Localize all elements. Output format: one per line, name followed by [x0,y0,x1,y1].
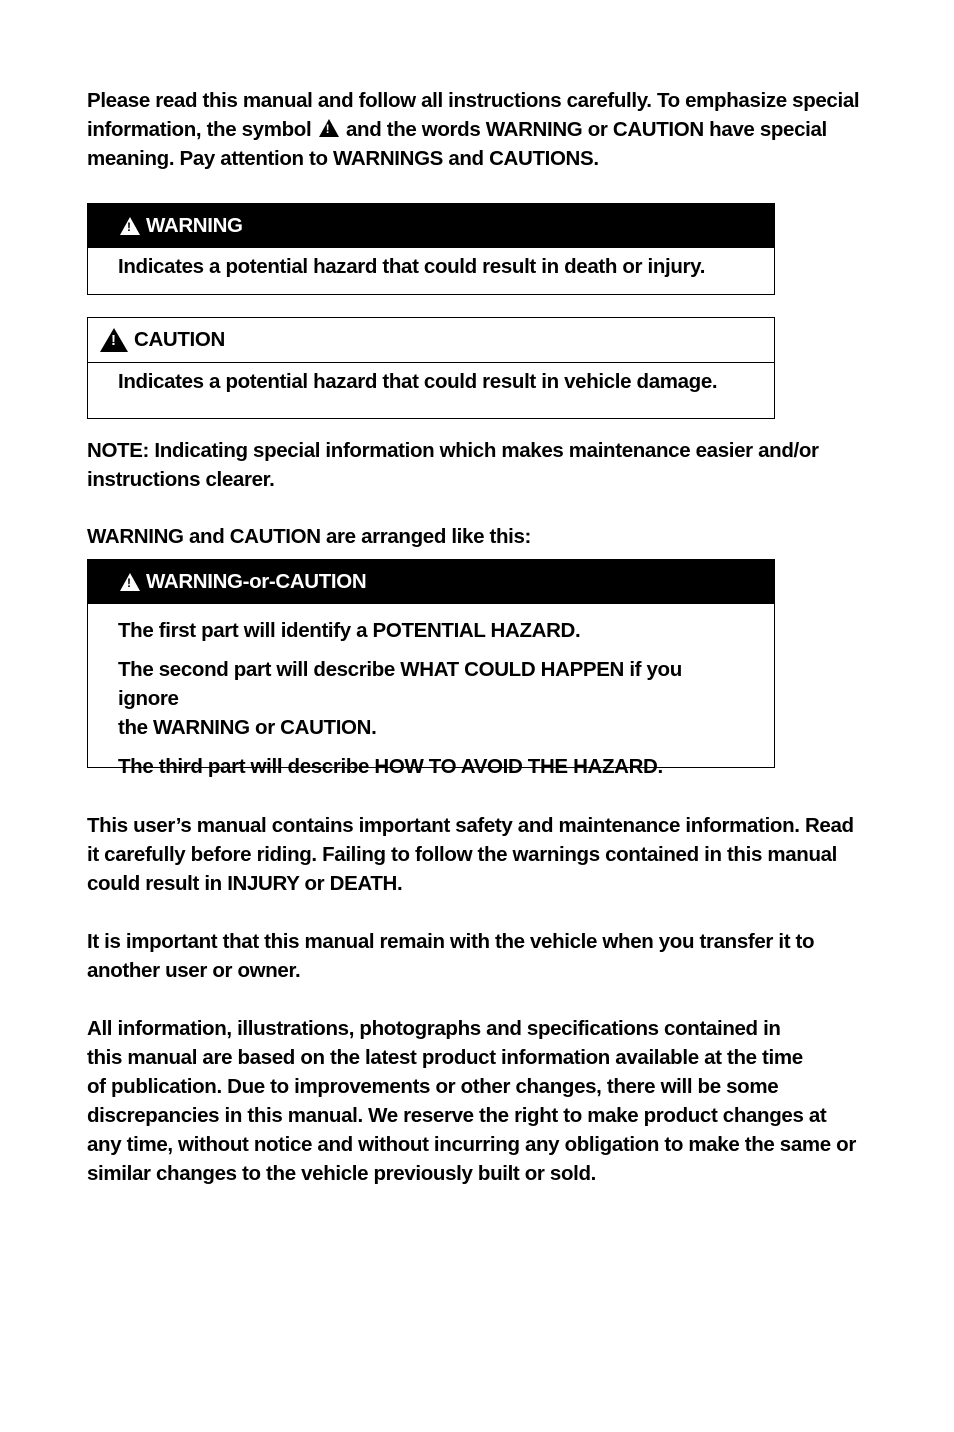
transfer-paragraph: It is important that this manual remain with the vehicle when you transfer it to another user or owner. [87,930,815,982]
intro-paragraph [87,86,887,173]
example-box-header [88,560,774,604]
warning-triangle-icon [120,217,140,235]
intro-text-before: Please read this manual and follow all instructions carefully. To emphasize special information, the symbol [87,89,860,141]
caution-box [87,317,775,419]
example-line-third: The third part will describe HOW TO AVOID THE HAZARD. [118,755,663,778]
example-line-second: The second part will describe WHAT COULD HAPPEN if you ignore the WARNING or CAUTION. [118,658,682,739]
warning-box-header [88,204,774,248]
caution-box-title: CAUTION [134,328,225,351]
warning-box-title: WARNING [146,214,243,237]
caution-box-body [88,363,774,396]
example-box [87,559,775,778]
example-box-title: WARNING-or-CAUTION [146,570,367,593]
manual-page [87,86,887,1188]
warning-box-body [88,248,774,281]
warning-triangle-icon [120,573,140,591]
caution-box-text: Indicates a potential hazard that could result in vehicle damage. [118,370,718,393]
warning-box-text: Indicates a potential hazard that could result in death or injury. [118,255,706,278]
manual-safety-paragraph: This user’s manual contains important safety and maintenance information. Read it carefully before riding. Failing to follow the warnings contained in this manual could result in INJURY or DEATH. [87,814,854,895]
note-paragraph: NOTE: Indicating special information which makes maintenance easier and/or instructions clearer. [87,439,819,491]
warning-box [87,203,775,295]
example-box-body [88,604,774,781]
caution-box-header [88,318,774,363]
warning-triangle-icon [319,119,339,137]
intro-text-after: and the words WARNING or CAUTION have special meaning. Pay attention to WARNINGS and CAUTIONS. [87,118,827,170]
example-line-first: The first part will identify a POTENTIAL HAZARD. [118,619,581,642]
arranged-label: WARNING and CAUTION are arranged like this: [87,525,531,548]
caution-triangle-icon [100,328,128,352]
product-info-paragraph: All information, illustrations, photographs and specifications contained in this manual are based on the latest product information available at the time of publication. Due to improvements or other changes, there will be some discrepancies in this manual. We reserve the right to make product changes at any time, without notice and without incurring any obligation to make the same or similar changes to the vehicle previously built or sold. [87,1017,856,1185]
